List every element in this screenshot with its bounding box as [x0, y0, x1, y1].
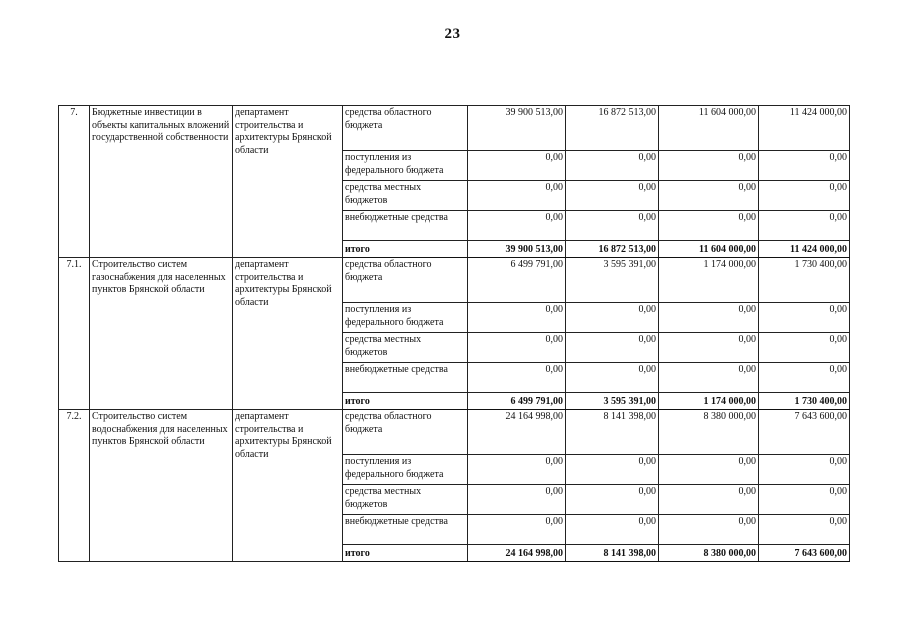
- amount-cell: 0,00: [759, 455, 850, 485]
- amount-cell: 8 141 398,00: [566, 545, 659, 562]
- amount-cell: 0,00: [759, 303, 850, 333]
- amount-cell: 7 643 600,00: [759, 545, 850, 562]
- amount-cell: 0,00: [659, 363, 759, 393]
- funding-source: внебюджетные средства: [343, 211, 468, 241]
- amount-cell: 0,00: [468, 151, 566, 181]
- amount-cell: 0,00: [566, 303, 659, 333]
- section-name: Строительство систем газоснабжения для населенных пунктов Брянской области: [90, 258, 233, 410]
- amount-cell: 0,00: [659, 333, 759, 363]
- amount-cell: 0,00: [659, 151, 759, 181]
- amount-cell: 0,00: [659, 515, 759, 545]
- amount-cell: 0,00: [566, 181, 659, 211]
- funding-source: средства местных бюджетов: [343, 333, 468, 363]
- amount-cell: 16 872 513,00: [566, 106, 659, 151]
- amount-cell: 0,00: [566, 151, 659, 181]
- amount-cell: 8 141 398,00: [566, 410, 659, 455]
- amount-cell: 6 499 791,00: [468, 393, 566, 410]
- amount-cell: 1 730 400,00: [759, 393, 850, 410]
- funding-source: средства местных бюджетов: [343, 485, 468, 515]
- funding-source: средства местных бюджетов: [343, 181, 468, 211]
- amount-cell: 0,00: [566, 333, 659, 363]
- amount-cell: 16 872 513,00: [566, 241, 659, 258]
- amount-cell: 0,00: [759, 333, 850, 363]
- amount-cell: 0,00: [468, 363, 566, 393]
- section-executor: департамент строительства и архитектуры Брянской области: [233, 106, 343, 258]
- amount-cell: 11 424 000,00: [759, 106, 850, 151]
- funding-source: средства областного бюджета: [343, 258, 468, 303]
- section-name: Бюджетные инвестиции в объекты капитальных вложений государственной собственности: [90, 106, 233, 258]
- table-row: [59, 258, 850, 303]
- page-number: 23: [444, 26, 461, 42]
- amount-cell: 1 730 400,00: [759, 258, 850, 303]
- amount-cell: 24 164 998,00: [468, 545, 566, 562]
- section-number: 7.2.: [59, 410, 90, 562]
- amount-cell: 0,00: [468, 181, 566, 211]
- amount-cell: 1 174 000,00: [659, 393, 759, 410]
- amount-cell: 0,00: [468, 485, 566, 515]
- section-name: Строительство систем водоснабжения для населенных пунктов Брянской области: [90, 410, 233, 562]
- amount-cell: 8 380 000,00: [659, 545, 759, 562]
- amount-cell: 0,00: [759, 363, 850, 393]
- amount-cell: 0,00: [659, 303, 759, 333]
- table-row: [59, 410, 850, 455]
- amount-cell: 3 595 391,00: [566, 393, 659, 410]
- amount-cell: 11 424 000,00: [759, 241, 850, 258]
- funding-source: поступления из федерального бюджета: [343, 455, 468, 485]
- amount-cell: 39 900 513,00: [468, 106, 566, 151]
- amount-cell: 0,00: [566, 455, 659, 485]
- funding-source: итого: [343, 241, 468, 258]
- amount-cell: 11 604 000,00: [659, 241, 759, 258]
- section-number: 7.1.: [59, 258, 90, 410]
- budget-table: [58, 105, 850, 562]
- amount-cell: 0,00: [759, 211, 850, 241]
- table-row: [59, 106, 850, 151]
- amount-cell: 1 174 000,00: [659, 258, 759, 303]
- funding-source: средства областного бюджета: [343, 410, 468, 455]
- amount-cell: 0,00: [659, 485, 759, 515]
- funding-source: поступления из федерального бюджета: [343, 151, 468, 181]
- amount-cell: 6 499 791,00: [468, 258, 566, 303]
- amount-cell: 24 164 998,00: [468, 410, 566, 455]
- amount-cell: 0,00: [468, 303, 566, 333]
- amount-cell: 0,00: [759, 485, 850, 515]
- section-executor: департамент строительства и архитектуры Брянской области: [233, 258, 343, 410]
- amount-cell: 0,00: [566, 485, 659, 515]
- section-executor: департамент строительства и архитектуры Брянской области: [233, 410, 343, 562]
- amount-cell: 3 595 391,00: [566, 258, 659, 303]
- funding-source: внебюджетные средства: [343, 515, 468, 545]
- amount-cell: 0,00: [468, 211, 566, 241]
- amount-cell: 0,00: [468, 455, 566, 485]
- amount-cell: 0,00: [659, 181, 759, 211]
- amount-cell: 8 380 000,00: [659, 410, 759, 455]
- section-number: 7.: [59, 106, 90, 258]
- amount-cell: 0,00: [659, 211, 759, 241]
- funding-source: внебюджетные средства: [343, 363, 468, 393]
- funding-source: средства областного бюджета: [343, 106, 468, 151]
- amount-cell: 0,00: [468, 333, 566, 363]
- amount-cell: 7 643 600,00: [759, 410, 850, 455]
- amount-cell: 0,00: [566, 211, 659, 241]
- amount-cell: 0,00: [566, 515, 659, 545]
- amount-cell: 0,00: [566, 363, 659, 393]
- amount-cell: 0,00: [759, 515, 850, 545]
- amount-cell: 39 900 513,00: [468, 241, 566, 258]
- amount-cell: 0,00: [659, 455, 759, 485]
- amount-cell: 11 604 000,00: [659, 106, 759, 151]
- funding-source: итого: [343, 545, 468, 562]
- amount-cell: 0,00: [759, 181, 850, 211]
- amount-cell: 0,00: [468, 515, 566, 545]
- funding-source: итого: [343, 393, 468, 410]
- amount-cell: 0,00: [759, 151, 850, 181]
- funding-source: поступления из федерального бюджета: [343, 303, 468, 333]
